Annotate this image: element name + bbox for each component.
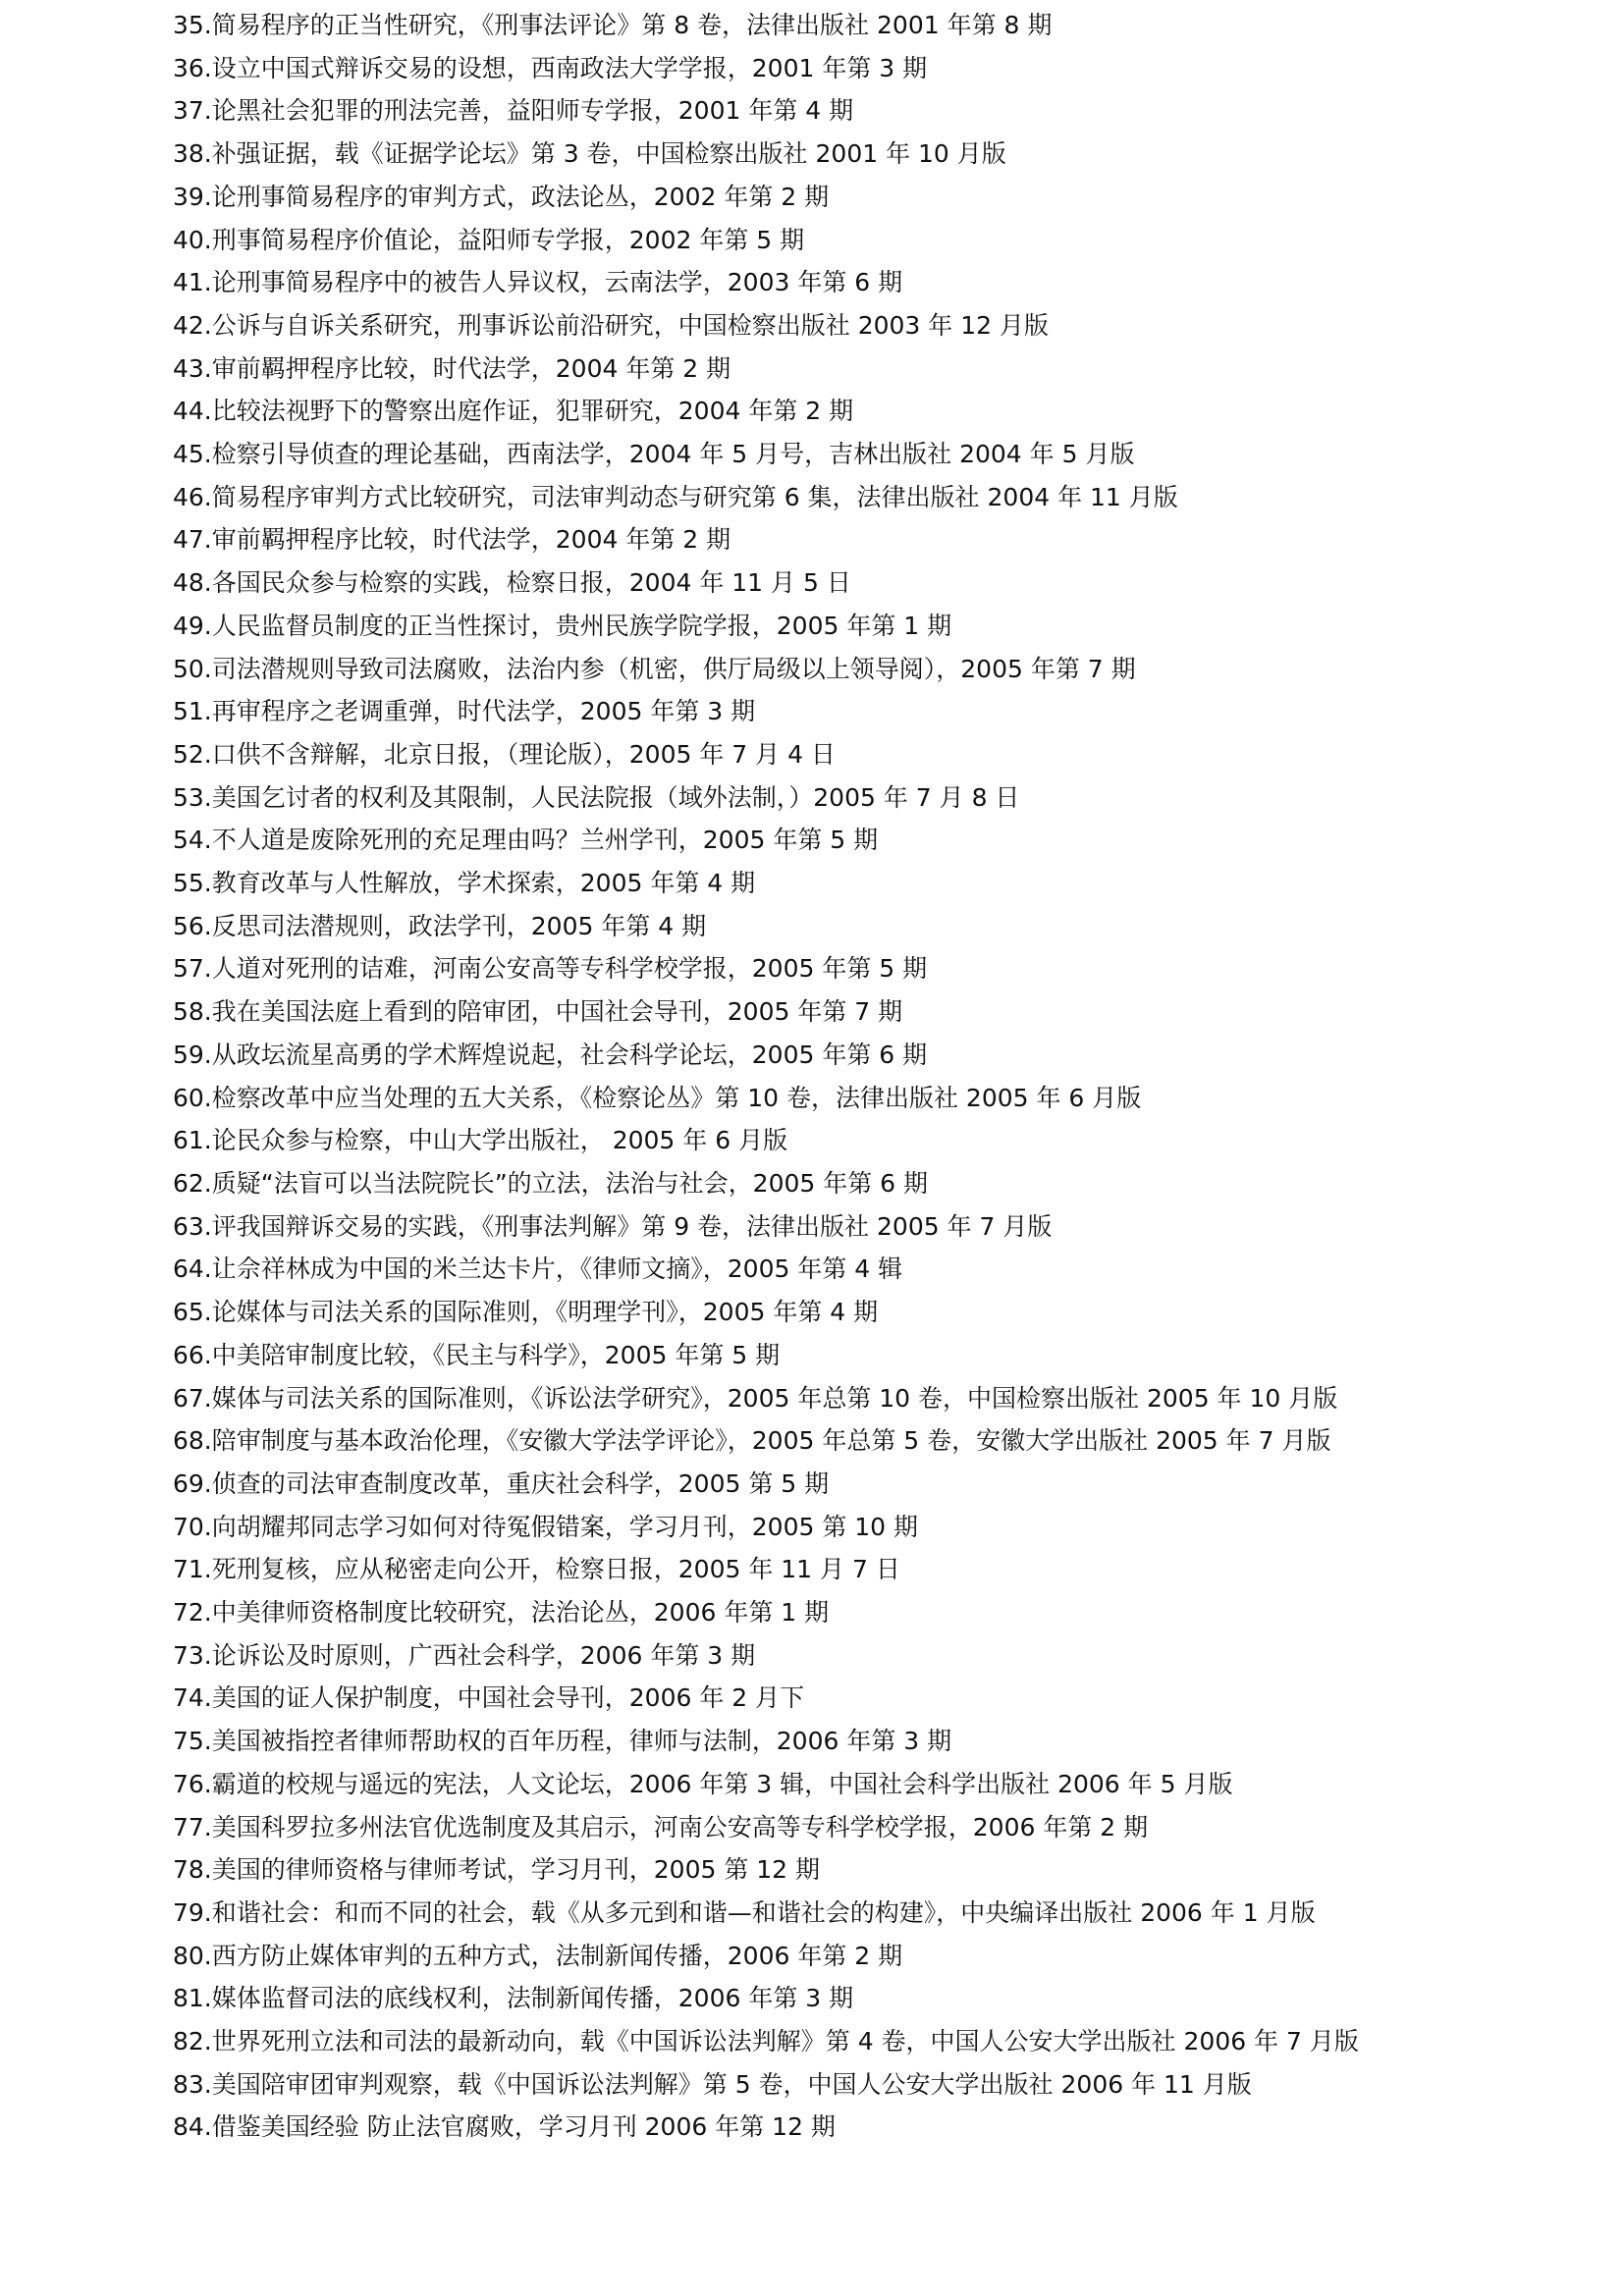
publication-entry: 46.简易程序审判方式比较研究，司法审判动态与研究第 6 集，法律出版社 2004 年 11 月版: [173, 482, 1178, 511]
publication-entry: 56.反思司法潜规则，政法学刊，2005 年第 4 期: [173, 911, 707, 940]
publication-entry: 39.论刑事简易程序的审判方式，政法论丛，2002 年第 2 期: [173, 182, 830, 211]
publication-entry: 71.死刑复核，应从秘密走向公开，检察日报，2005 年 11 月 7 日: [173, 1555, 900, 1584]
publication-entry: 47.审前羁押程序比较，时代法学，2004 年第 2 期: [173, 525, 731, 555]
publication-list: [173, 4, 1400, 2149]
publication-entry: 78.美国的律师资格与律师考试，学习月刊，2005 第 12 期: [173, 1855, 821, 1885]
publication-entry: 48.各国民众参与检察的实践，检察日报，2004 年 11 月 5 日: [173, 568, 851, 598]
publication-entry: 67.媒体与司法关系的国际准则，《诉讼法学研究》，2005 年总第 10 卷，中国检察出版社 2005 年 10 月版: [173, 1383, 1338, 1413]
publication-entry: 38.补强证据，载《证据学论坛》第 3 卷，中国检察出版社 2001 年 10 月版: [173, 139, 1006, 169]
publication-entry: 66.中美陪审制度比较，《民主与科学》，2005 年第 5 期: [173, 1340, 781, 1369]
publication-entry: 55.教育改革与人性解放，学术探索，2005 年第 4 期: [173, 869, 756, 898]
publication-entry: 83.美国陪审团审判观察，载《中国诉讼法判解》第 5 卷，中国人公安大学出版社 2006 年 11 月版: [173, 2069, 1252, 2099]
publication-entry: 61.论民众参与检察，中山大学出版社， 2005 年 6 月版: [173, 1126, 788, 1155]
publication-entry: 52.口供不含辩解，北京日报，（理论版），2005 年 7 月 4 日: [173, 739, 836, 769]
publication-entry: 72.中美律师资格制度比较研究，法治论丛，2006 年第 1 期: [173, 1598, 830, 1628]
publication-entry: 81.媒体监督司法的底线权利，法制新闻传播，2006 年第 3 期: [173, 1984, 854, 2013]
publication-entry: 54.不人道是废除死刑的充足理由吗？兰州学刊，2005 年第 5 期: [173, 826, 879, 855]
publication-entry: 84.借鉴美国经验 防止法官腐败，学习月刊 2006 年第 12 期: [173, 2112, 836, 2142]
publication-entry: 41.论刑事简易程序中的被告人异议权，云南法学，2003 年第 6 期: [173, 268, 903, 297]
publication-entry: 73.论诉讼及时原则，广西社会科学，2006 年第 3 期: [173, 1640, 756, 1670]
publication-entry: 63.评我国辩诉交易的实践，《刑事法判解》第 9 卷，法律出版社 2005 年 7 月版: [173, 1211, 1053, 1241]
publication-entry: 44.比较法视野下的警察出庭作证，犯罪研究，2004 年第 2 期: [173, 397, 854, 426]
publication-entry: 74.美国的证人保护制度，中国社会导刊，2006 年 2 月下: [173, 1683, 805, 1713]
publication-entry: 35.简易程序的正当性研究，《刑事法评论》第 8 卷，法律出版社 2001 年第 8 期: [173, 11, 1053, 39]
publication-entry: 82.世界死刑立法和司法的最新动向，载《中国诉讼法判解》第 4 卷，中国人公安大学出版社 2006 年 7 月版: [173, 2027, 1359, 2056]
publication-entry: 76.霸道的校规与遥远的宪法，人文论坛，2006 年第 3 辑，中国社会科学出版社 2006 年 5 月版: [173, 1769, 1233, 1798]
publication-entry: 60.检察改革中应当处理的五大关系，《检察论丛》第 10 卷，法律出版社 2005 年 6 月版: [173, 1083, 1142, 1112]
publication-entry: 37.论黑社会犯罪的刑法完善，益阳师专学报，2001 年第 4 期: [173, 96, 854, 126]
publication-entry: 68.陪审制度与基本政治伦理，《安徽大学法学评论》，2005 年总第 5 卷，安徽大学出版社 2005 年 7 月版: [173, 1426, 1331, 1456]
publication-entry: 57.人道对死刑的诘难，河南公安高等专科学校学报，2005 年第 5 期: [173, 954, 928, 984]
publication-entry: 80.西方防止媒体审判的五种方式，法制新闻传播，2006 年第 2 期: [173, 1941, 903, 1970]
publication-entry: 42.公诉与自诉关系研究，刑事诉讼前沿研究，中国检察出版社 2003 年 12 月版: [173, 310, 1049, 340]
publication-entry: 36.设立中国式辩诉交易的设想，西南政法大学学报，2001 年第 3 期: [173, 53, 928, 82]
publication-entry: 49.人民监督员制度的正当性探讨，贵州民族学院学报，2005 年第 1 期: [173, 611, 952, 640]
publication-entry: 64.让佘祥林成为中国的米兰达卡片，《律师文摘》，2005 年第 4 辑: [173, 1255, 903, 1284]
publication-entry: 58.我在美国法庭上看到的陪审团，中国社会导刊，2005 年第 7 期: [173, 997, 903, 1027]
publication-entry: 77.美国科罗拉多州法官优选制度及其启示，河南公安高等专科学校学报，2006 年第 2 期: [173, 1812, 1149, 1842]
publication-entry: 79.和谐社会：和而不同的社会，载《从多元到和谐—和谐社会的构建》，中央编译出版社 2006 年 1 月版: [173, 1897, 1316, 1927]
publication-entry: 65.论媒体与司法关系的国际准则，《明理学刊》，2005 年第 4 期: [173, 1298, 879, 1327]
publication-entry: 45.检察引导侦查的理论基础，西南法学，2004 年 5 月号，吉林出版社 2004 年 5 月版: [173, 440, 1135, 469]
publication-entry: 43.审前羁押程序比较，时代法学，2004 年第 2 期: [173, 353, 731, 383]
publication-entry: 50.司法潜规则导致司法腐败，法治内参（机密，供厅局级以上领导阅），2005 年第 7 期: [173, 654, 1136, 683]
publication-entry: 53.美国乞讨者的权利及其限制，人民法院报（域外法制，）2005 年 7 月 8 日: [173, 782, 1020, 812]
publication-entry: 59.从政坛流星高勇的学术辉煌说起，社会科学论坛，2005 年第 6 期: [173, 1040, 928, 1069]
publication-entry: 40.刑事简易程序价值论，益阳师专学报，2002 年第 5 期: [173, 225, 805, 254]
publication-entry: 75.美国被指控者律师帮助权的百年历程，律师与法制，2006 年第 3 期: [173, 1727, 952, 1756]
publication-entry: 51.再审程序之老调重弹，时代法学，2005 年第 3 期: [173, 697, 756, 726]
publication-entry: 69.侦查的司法审查制度改革，重庆社会科学，2005 第 5 期: [173, 1468, 830, 1498]
publication-entry: 70.向胡耀邦同志学习如何对待冤假错案，学习月刊，2005 第 10 期: [173, 1512, 919, 1541]
publication-entry: 62.质疑“法盲可以当法院院长”的立法，法治与社会，2005 年第 6 期: [173, 1168, 929, 1198]
